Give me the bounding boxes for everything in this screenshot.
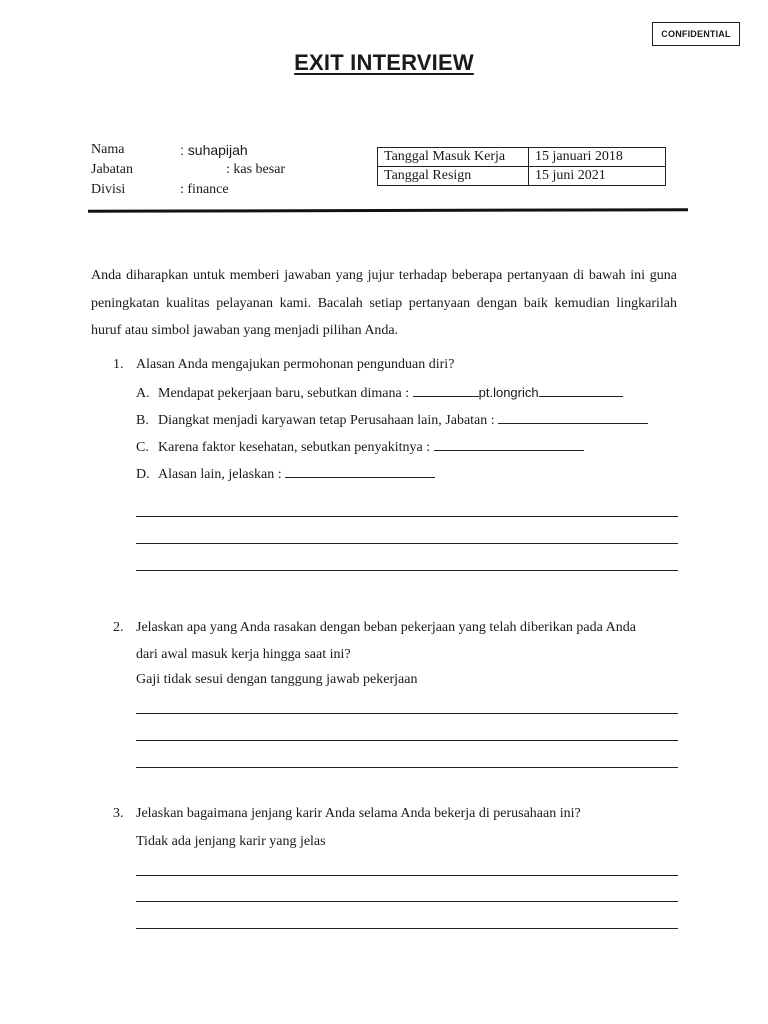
option-letter: A. [136,386,150,401]
option-text: Diangkat menjadi karyawan tetap Perusahaan lain, Jabatan : [158,413,499,428]
answer-blank[interactable] [285,464,435,478]
header-divider [88,208,688,213]
name-label: Nama [91,142,125,157]
join-date-value: 15 januari 2018 [529,148,666,167]
question-2 [0,618,768,778]
answer-line[interactable] [136,928,678,929]
page-title: EXIT INTERVIEW [294,50,474,75]
division-value: : finance [180,182,229,197]
position-label: Jabatan [91,162,133,177]
answer-blank[interactable] [498,410,648,424]
division-label: Divisi [91,182,126,197]
option-d[interactable] [136,464,435,485]
answer-line[interactable] [136,516,678,517]
option-text: Alasan lain, jelaskan : [158,467,286,482]
question-1-text: Alasan Anda mengajukan permohonan pengunduan diri? [136,357,455,372]
name-value: : suhapijah [180,142,248,158]
option-text: Mendapat pekerjaan baru, sebutkan dimana : [158,386,413,401]
answer-line[interactable] [136,713,678,714]
option-a-answer: pt.longrich [478,385,539,400]
answer-blank[interactable] [413,383,479,397]
question-2-line-2: dari awal masuk kerja hingga saat ini? [136,647,351,662]
question-2-number: 2. [113,620,124,635]
question-2-answer: Gaji tidak sesui dengan tanggung jawab pekerjaan [136,672,418,687]
dates-table [377,147,666,186]
question-3-text: Jelaskan bagaimana jenjang karir Anda selama Anda bekerja di perusahaan ini? [136,806,581,821]
option-a[interactable] [136,383,623,404]
join-date-label: Tanggal Masuk Kerja [378,148,529,167]
confidential-label: CONFIDENTIAL [652,22,740,46]
position-value: : kas besar [226,162,286,177]
option-text: Karena faktor kesehatan, sebutkan penyakitnya : [158,440,434,455]
answer-line[interactable] [136,543,678,544]
join-date-row [378,148,666,167]
answer-line[interactable] [136,570,678,571]
answer-line[interactable] [136,875,678,876]
answer-blank[interactable] [539,383,623,397]
resign-date-row [378,167,666,186]
question-1-number: 1. [113,357,124,372]
option-letter: D. [136,467,150,482]
question-3-number: 3. [113,806,124,821]
intro-paragraph: Anda diharapkan untuk memberi jawaban yang jujur terhadap beberapa pertanyaan di bawah ini guna peningkatan kualitas pelayanan kami. Bacalah setiap pertanyaan dengan baik kemudian lingkarilah huruf atau simbol jawaban yang menjadi pilihan Anda. [91,268,677,338]
question-3 [0,804,768,934]
question-3-answer: Tidak ada jenjang karir yang jelas [136,834,326,849]
question-1 [0,355,768,585]
resign-date-value: 15 juni 2021 [529,167,666,186]
option-letter: B. [136,413,149,428]
answer-line[interactable] [136,901,678,902]
answer-line[interactable] [136,740,678,741]
employee-info [0,140,370,202]
option-letter: C. [136,440,149,455]
question-2-line-1: Jelaskan apa yang Anda rasakan dengan beban pekerjaan yang telah diberikan pada Anda [136,620,636,635]
answer-line[interactable] [136,767,678,768]
option-c[interactable] [136,437,584,458]
option-b[interactable] [136,410,648,431]
answer-blank[interactable] [434,437,584,451]
resign-date-label: Tanggal Resign [378,167,529,186]
